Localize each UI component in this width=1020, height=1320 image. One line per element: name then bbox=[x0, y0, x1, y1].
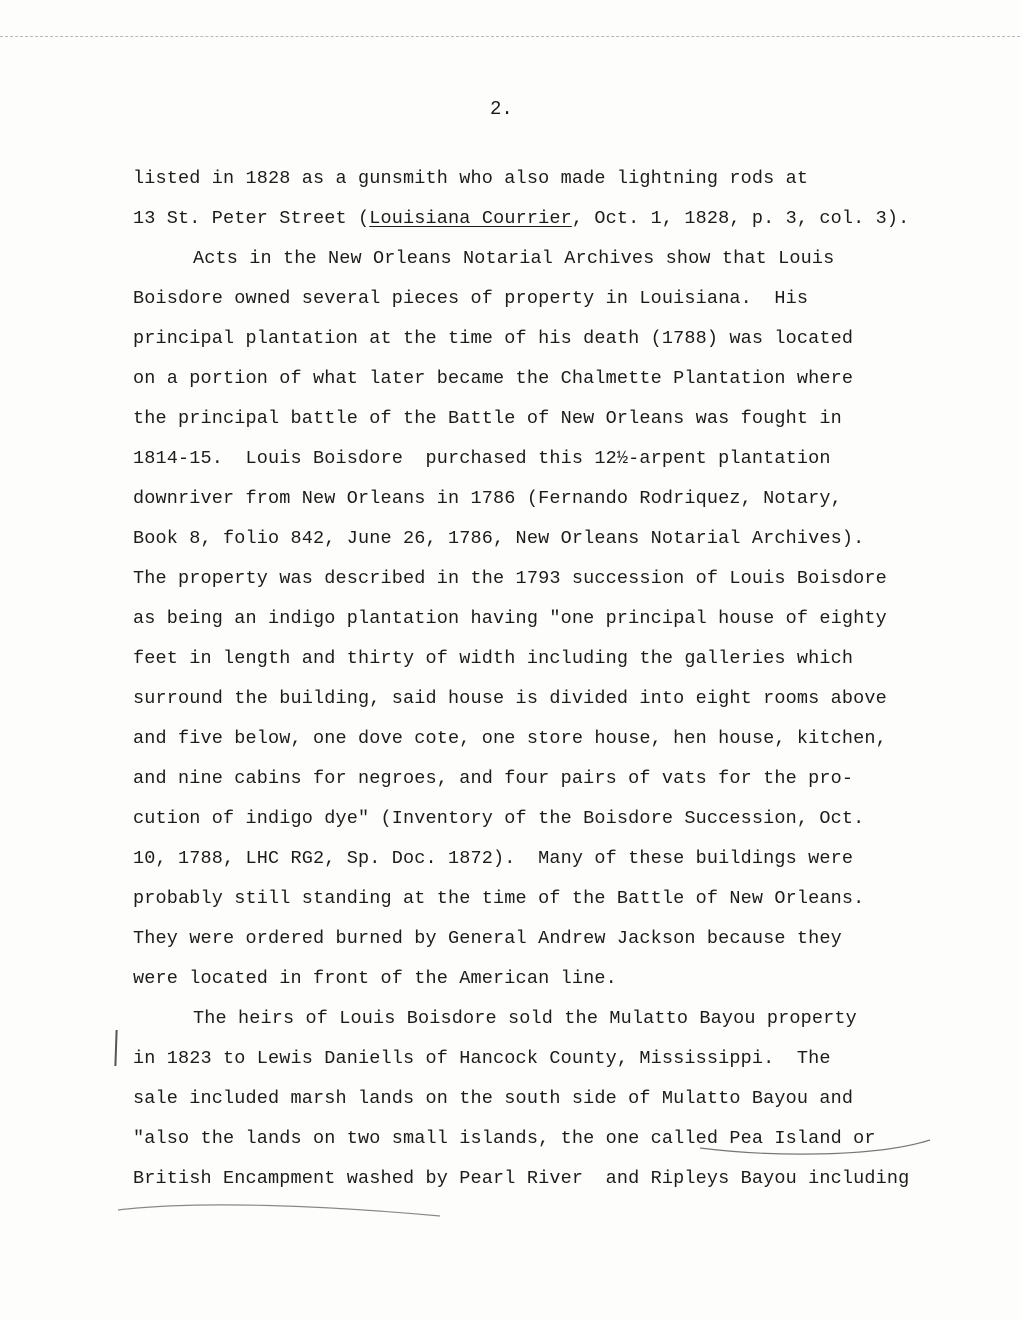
text-segment: feet in length and thirty of width including the galleries which bbox=[133, 648, 854, 669]
text-segment: surround the building, said house is divided into eight rooms above bbox=[133, 688, 887, 709]
text-segment: in 1823 to Lewis Daniells of Hancock County, Mississippi. The bbox=[133, 1048, 831, 1069]
text-segment: 1814-15. Louis Boisdore purchased this 12½-arpent plantation bbox=[133, 448, 831, 469]
text-segment: the principal battle of the Battle of New Orleans was fought in bbox=[133, 408, 842, 429]
text-segment: probably still standing at the time of the Battle of New Orleans. bbox=[133, 888, 865, 909]
text-segment: downriver from New Orleans in 1786 (Fernando Rodriquez, Notary, bbox=[133, 488, 842, 509]
text-segment: Boisdore owned several pieces of property in Louisiana. His bbox=[133, 288, 809, 309]
text-segment: 13 St. Peter Street ( bbox=[133, 208, 370, 229]
text-segment: on a portion of what later became the Chalmette Plantation where bbox=[133, 368, 854, 389]
pencil-underline-encampment bbox=[118, 1205, 440, 1216]
page-number: 2. bbox=[490, 98, 513, 120]
text-segment: cution of indigo dye" (Inventory of the Boisdore Succession, Oct. bbox=[133, 808, 865, 829]
text-segment: The heirs of Louis Boisdore sold the Mulatto Bayou property bbox=[193, 1008, 857, 1029]
text-segment: were located in front of the American line. bbox=[133, 968, 617, 989]
pencil-underline-island bbox=[700, 1140, 930, 1154]
cited-newspaper-title: Louisiana Courrier bbox=[369, 208, 572, 229]
text-segment: Acts in the New Orleans Notarial Archives show that Louis bbox=[193, 248, 835, 269]
text-segment: They were ordered burned by General Andrew Jackson because they bbox=[133, 928, 842, 949]
text-segment: , Oct. 1, 1828, p. 3, col. 3). bbox=[571, 208, 910, 229]
text-segment: and nine cabins for negroes, and four pairs of vats for the pro- bbox=[133, 768, 854, 789]
text-segment: listed in 1828 as a gunsmith who also made lightning rods at bbox=[133, 168, 809, 189]
text-segment: British Encampment washed by Pearl River and Ripleys Bayou including bbox=[133, 1168, 910, 1189]
text-segment: as being an indigo plantation having "one principal house of eighty bbox=[133, 608, 887, 629]
text-segment: The property was described in the 1793 succession of Louis Boisdore bbox=[133, 568, 887, 589]
text-segment: 10, 1788, LHC RG2, Sp. Doc. 1872). Many of these buildings were bbox=[133, 848, 854, 869]
text-segment: Book 8, folio 842, June 26, 1786, New Orleans Notarial Archives). bbox=[133, 528, 865, 549]
text-segment: principal plantation at the time of his death (1788) was located bbox=[133, 328, 854, 349]
text-segment: and five below, one dove cote, one store house, hen house, kitchen, bbox=[133, 728, 887, 749]
text-segment: "also the lands on two small islands, the one called Pea Island or bbox=[133, 1128, 876, 1149]
text-segment: sale included marsh lands on the south side of Mulatto Bayou and bbox=[133, 1088, 854, 1109]
